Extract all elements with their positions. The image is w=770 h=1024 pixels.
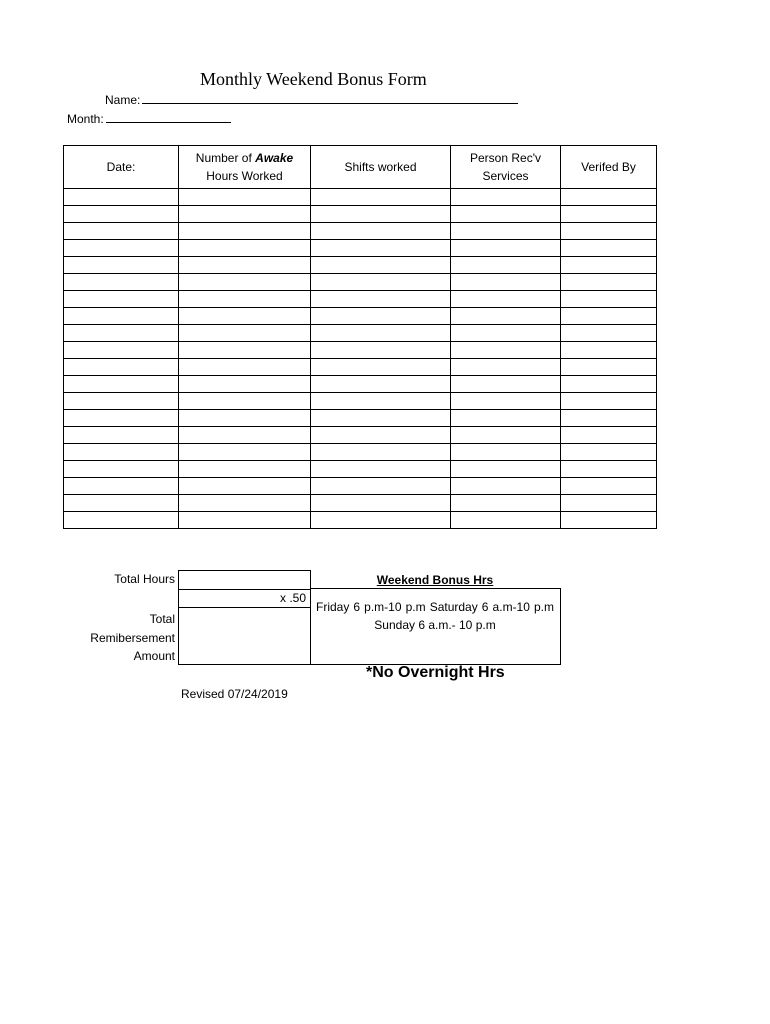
table-row <box>64 427 657 444</box>
awake-hours-cell[interactable] <box>179 410 311 427</box>
table-row <box>64 206 657 223</box>
awake-hours-cell[interactable] <box>179 291 311 308</box>
shifts-cell[interactable] <box>311 223 451 240</box>
date-cell[interactable] <box>64 359 179 376</box>
multiplier-text: x .50 <box>279 591 306 605</box>
awake-hours-cell[interactable] <box>179 189 311 206</box>
shifts-cell[interactable] <box>311 410 451 427</box>
date-cell[interactable] <box>64 512 179 529</box>
person-cell[interactable] <box>451 512 561 529</box>
person-cell[interactable] <box>451 410 561 427</box>
person-cell[interactable] <box>451 189 561 206</box>
weekend-bonus-title: Weekend Bonus Hrs <box>376 573 494 587</box>
reimbursement-label-line3: Amount <box>133 649 175 663</box>
header-awake-hours <box>179 146 311 189</box>
name-input-line[interactable] <box>142 92 518 104</box>
verified-by-cell[interactable] <box>561 342 657 359</box>
verified-by-cell[interactable] <box>561 427 657 444</box>
person-cell[interactable] <box>451 461 561 478</box>
person-cell[interactable] <box>451 427 561 444</box>
table-row <box>64 342 657 359</box>
awake-hours-cell[interactable] <box>179 427 311 444</box>
shifts-cell[interactable] <box>311 206 451 223</box>
month-field <box>67 111 231 126</box>
revised-date: Revised 07/24/2019 <box>181 687 288 701</box>
table-row <box>64 359 657 376</box>
awake-hours-cell[interactable] <box>179 308 311 325</box>
total-hours-cell[interactable] <box>178 570 311 590</box>
shifts-cell[interactable] <box>311 257 451 274</box>
awake-hours-cell[interactable] <box>179 223 311 240</box>
awake-hours-cell[interactable] <box>179 257 311 274</box>
shifts-cell[interactable] <box>311 427 451 444</box>
person-cell[interactable] <box>451 376 561 393</box>
date-cell[interactable] <box>64 274 179 291</box>
verified-by-cell[interactable] <box>561 495 657 512</box>
table-row <box>64 444 657 461</box>
header-verified-by: Verifed By <box>561 146 657 189</box>
date-cell[interactable] <box>64 461 179 478</box>
verified-by-cell[interactable] <box>561 478 657 495</box>
person-cell[interactable] <box>451 308 561 325</box>
verified-by-cell[interactable] <box>561 444 657 461</box>
shifts-cell[interactable] <box>311 512 451 529</box>
verified-by-cell[interactable] <box>561 223 657 240</box>
date-cell[interactable] <box>64 223 179 240</box>
shifts-cell[interactable] <box>311 376 451 393</box>
verified-by-cell[interactable] <box>561 206 657 223</box>
header-shifts: Shifts worked <box>311 146 451 189</box>
person-cell[interactable] <box>451 257 561 274</box>
date-cell[interactable] <box>64 495 179 512</box>
awake-hours-cell[interactable] <box>179 393 311 410</box>
table-row <box>64 410 657 427</box>
shifts-cell[interactable] <box>311 240 451 257</box>
verified-by-cell[interactable] <box>561 393 657 410</box>
person-cell[interactable] <box>451 206 561 223</box>
awake-hours-cell[interactable] <box>179 325 311 342</box>
person-cell[interactable] <box>451 359 561 376</box>
table-row <box>64 393 657 410</box>
date-cell[interactable] <box>64 410 179 427</box>
table-row <box>64 512 657 529</box>
verified-by-cell[interactable] <box>561 240 657 257</box>
date-cell[interactable] <box>64 342 179 359</box>
date-cell[interactable] <box>64 393 179 410</box>
table-row <box>64 240 657 257</box>
date-cell[interactable] <box>64 189 179 206</box>
awake-hours-cell[interactable] <box>179 206 311 223</box>
date-cell[interactable] <box>64 478 179 495</box>
date-cell[interactable] <box>64 376 179 393</box>
name-label: Name: <box>105 93 141 107</box>
table-row <box>64 223 657 240</box>
person-cell[interactable] <box>451 291 561 308</box>
awake-hours-cell[interactable] <box>179 478 311 495</box>
shifts-cell[interactable] <box>311 291 451 308</box>
header-person <box>451 146 561 189</box>
shifts-cell[interactable] <box>311 461 451 478</box>
table-row <box>64 291 657 308</box>
awake-hours-cell[interactable] <box>179 512 311 529</box>
table-header-row <box>64 146 657 189</box>
header-person-line2: Services <box>482 169 529 183</box>
awake-hours-cell[interactable] <box>179 240 311 257</box>
awake-hours-cell[interactable] <box>179 495 311 512</box>
verified-by-cell[interactable] <box>561 461 657 478</box>
verified-by-cell[interactable] <box>561 410 657 427</box>
shifts-cell[interactable] <box>311 495 451 512</box>
person-cell[interactable] <box>451 393 561 410</box>
multiplier-cell <box>178 589 311 608</box>
date-cell[interactable] <box>64 257 179 274</box>
table-row <box>64 495 657 512</box>
header-person-line1: Person Rec'v <box>470 151 541 165</box>
total-hours-label: Total Hours <box>114 572 175 586</box>
verified-by-cell[interactable] <box>561 308 657 325</box>
reimbursement-amount-cell[interactable] <box>178 607 311 665</box>
verified-by-cell[interactable] <box>561 512 657 529</box>
verified-by-cell[interactable] <box>561 376 657 393</box>
person-cell[interactable] <box>451 240 561 257</box>
awake-hours-cell[interactable] <box>179 376 311 393</box>
shifts-cell[interactable] <box>311 359 451 376</box>
awake-hours-cell[interactable] <box>179 359 311 376</box>
shifts-cell[interactable] <box>311 325 451 342</box>
table-row <box>64 308 657 325</box>
header-hours-suffix: Hours Worked <box>206 169 283 183</box>
person-cell[interactable] <box>451 274 561 291</box>
hours-log-table <box>63 145 657 529</box>
person-cell[interactable] <box>451 478 561 495</box>
shifts-cell[interactable] <box>311 342 451 359</box>
awake-hours-cell[interactable] <box>179 461 311 478</box>
person-cell[interactable] <box>451 342 561 359</box>
reimbursement-label-line1: Total <box>149 612 175 626</box>
table-row <box>64 257 657 274</box>
shifts-cell[interactable] <box>311 189 451 206</box>
awake-hours-cell[interactable] <box>179 274 311 291</box>
verified-by-cell[interactable] <box>561 359 657 376</box>
date-cell[interactable] <box>64 444 179 461</box>
no-overnight-note: *No Overnight Hrs <box>366 664 505 681</box>
person-cell[interactable] <box>451 325 561 342</box>
date-cell[interactable] <box>64 308 179 325</box>
table-row <box>64 376 657 393</box>
verified-by-cell[interactable] <box>561 274 657 291</box>
weekend-bonus-hours-text: Friday 6 p.m-10 p.m Saturday 6 a.m-10 p.m Sunday 6 a.m.- 10 p.m <box>316 600 554 632</box>
header-hours-emphasis: Awake <box>255 151 294 165</box>
name-field <box>105 92 518 107</box>
table-row <box>64 325 657 342</box>
form-title: Monthly Weekend Bonus Form <box>200 69 427 89</box>
table-row <box>64 461 657 478</box>
awake-hours-cell[interactable] <box>179 444 311 461</box>
shifts-cell[interactable] <box>311 444 451 461</box>
header-hours-prefix: Number of <box>195 151 252 165</box>
date-cell[interactable] <box>64 427 179 444</box>
date-cell[interactable] <box>64 325 179 342</box>
person-cell[interactable] <box>451 495 561 512</box>
shifts-cell[interactable] <box>311 308 451 325</box>
person-cell[interactable] <box>451 444 561 461</box>
table-row <box>64 274 657 291</box>
shifts-cell[interactable] <box>311 478 451 495</box>
reimbursement-label-line2: Remibersement <box>90 630 175 645</box>
verified-by-cell[interactable] <box>561 325 657 342</box>
shifts-cell[interactable] <box>311 274 451 291</box>
verified-by-cell[interactable] <box>561 189 657 206</box>
date-cell[interactable] <box>64 291 179 308</box>
shifts-cell[interactable] <box>311 393 451 410</box>
person-cell[interactable] <box>451 223 561 240</box>
table-row <box>64 189 657 206</box>
verified-by-cell[interactable] <box>561 257 657 274</box>
month-label: Month: <box>67 112 104 126</box>
awake-hours-cell[interactable] <box>179 342 311 359</box>
verified-by-cell[interactable] <box>561 291 657 308</box>
reimbursement-label <box>90 610 175 666</box>
date-cell[interactable] <box>64 206 179 223</box>
date-cell[interactable] <box>64 240 179 257</box>
header-date: Date: <box>64 146 179 189</box>
table-row <box>64 478 657 495</box>
month-input-line[interactable] <box>106 111 231 123</box>
